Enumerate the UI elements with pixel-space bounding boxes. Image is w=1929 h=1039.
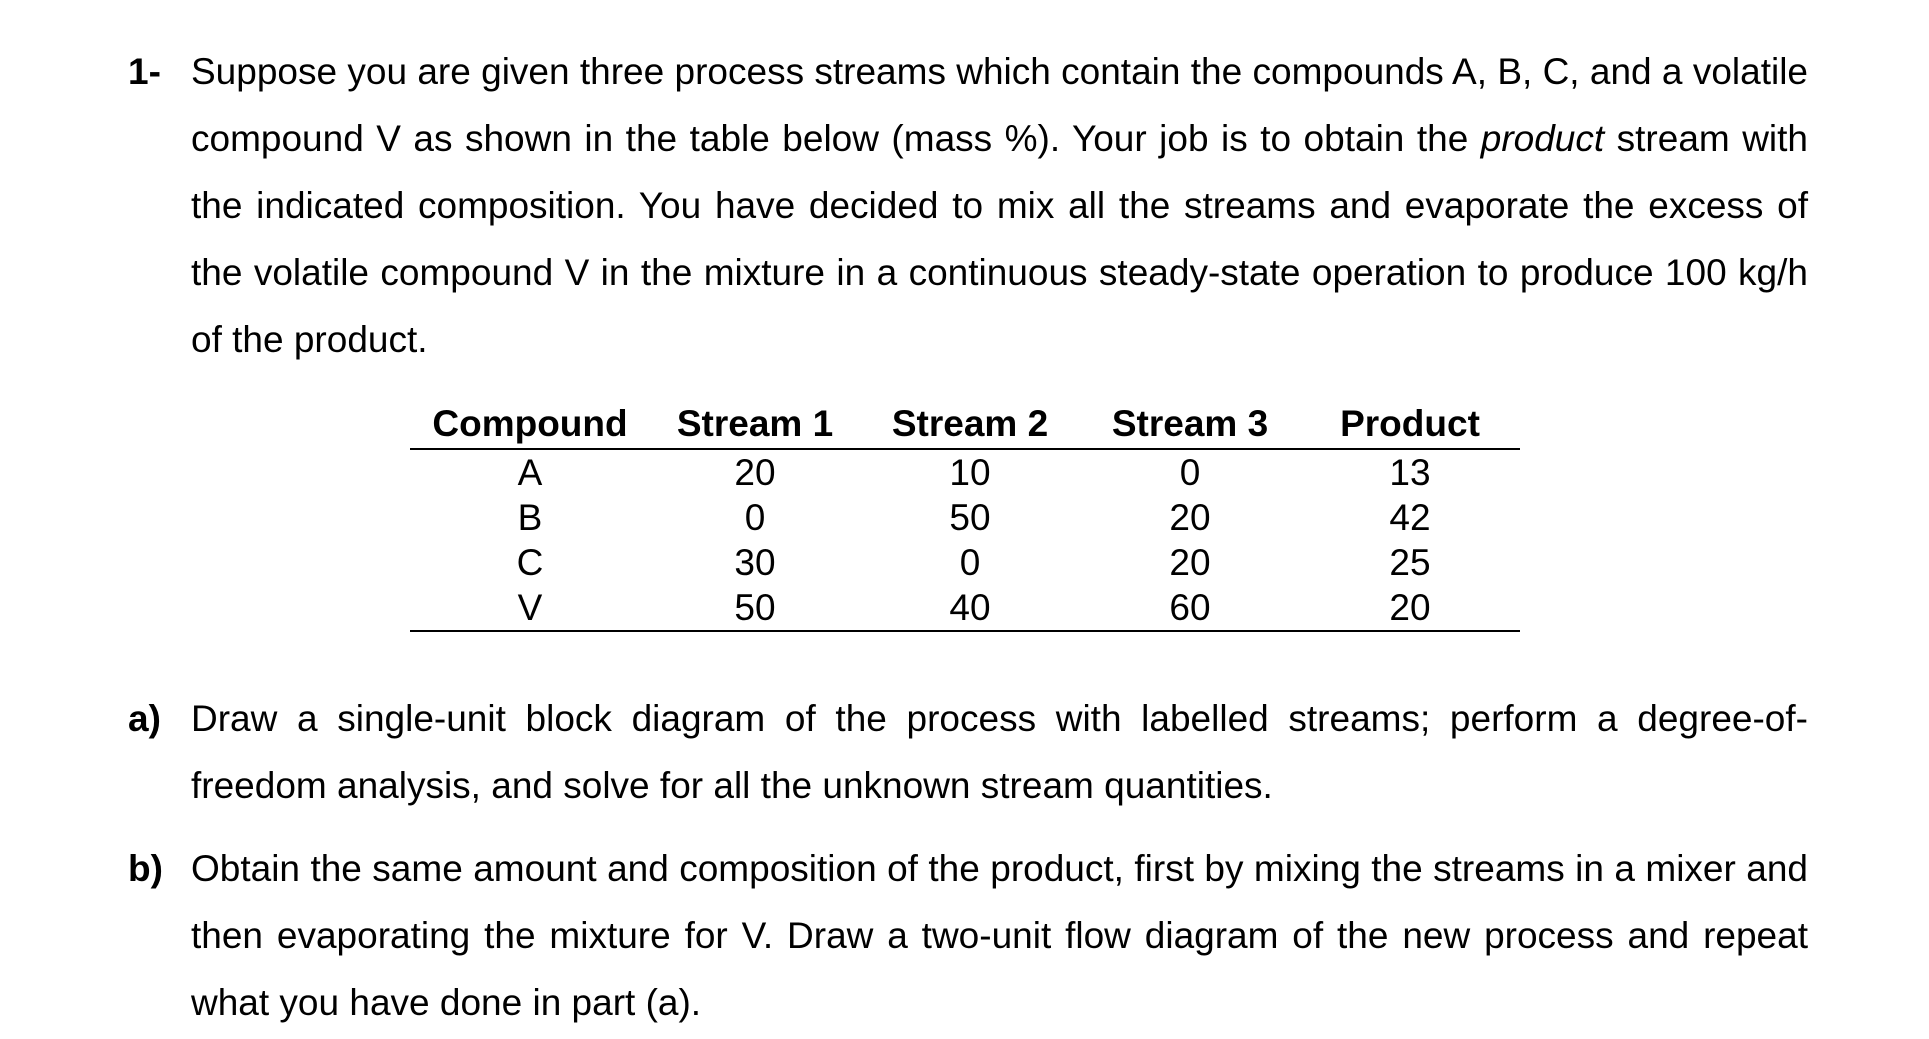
cell-stream-1: 0 [744, 497, 766, 538]
part-b [128, 835, 1808, 1036]
cell-stream-3: 20 [1169, 542, 1211, 583]
header-stream-1: Stream 1 [650, 400, 860, 449]
part-a-label: a) [128, 698, 161, 739]
table-header-row [410, 400, 1520, 449]
cell-compound: A [517, 452, 543, 493]
cell-compound: V [410, 585, 650, 631]
table-row [410, 540, 1520, 585]
cell-compound: B [517, 497, 543, 538]
cell-stream-1: 20 [734, 452, 776, 493]
cell-stream-1: 50 [650, 585, 860, 631]
cell-stream-1: 30 [734, 542, 776, 583]
cell-stream-2: 40 [860, 585, 1080, 631]
cell-stream-3: 0 [1179, 452, 1201, 493]
cell-product: 13 [1389, 452, 1431, 493]
table-row [410, 449, 1520, 495]
part-a-text: Draw a single-unit block diagram of the process with labelled streams; perform a degree-of-freedom analysis, and solve for all the unknown stream quantities. [191, 698, 1808, 806]
cell-stream-3: 60 [1080, 585, 1300, 631]
cell-compound: C [516, 542, 544, 583]
table-row [410, 585, 1520, 631]
product-italic: product [1480, 118, 1605, 159]
problem-text-start: Suppose you are given three process streams which contain the compounds A, B, C, and a volatile compound V as shown in the table below (mass %). Your job is to obtain the [191, 51, 1808, 159]
composition-table [410, 400, 1520, 632]
part-b-label: b) [128, 848, 163, 889]
header-stream-3: Stream 3 [1080, 400, 1300, 449]
problem-number: 1- [128, 51, 161, 92]
cell-product: 20 [1300, 585, 1520, 631]
cell-stream-2: 10 [949, 452, 991, 493]
problem-statement [128, 38, 1808, 373]
cell-stream-3: 20 [1169, 497, 1211, 538]
cell-product: 25 [1389, 542, 1431, 583]
cell-stream-2: 50 [949, 497, 991, 538]
problem-text-end: stream with the indicated composition. You have decided to mix all the streams and evaporate the excess of the volatile compound V in the mixture in a continuous steady-state operation to produce 100 kg/h of the product. [191, 118, 1808, 360]
header-product: Product [1300, 400, 1520, 449]
part-b-text: Obtain the same amount and composition of the product, first by mixing the streams in a mixer and then evaporating the mixture for V. Draw a two-unit flow diagram of the new process and repeat what you have done in part (a). [191, 848, 1808, 1023]
header-stream-2: Stream 2 [860, 400, 1080, 449]
table-row [410, 495, 1520, 540]
cell-product: 42 [1389, 497, 1431, 538]
cell-stream-2: 0 [959, 542, 981, 583]
part-a [128, 685, 1808, 819]
header-compound: Compound [410, 400, 650, 449]
problem-text [191, 38, 1808, 373]
